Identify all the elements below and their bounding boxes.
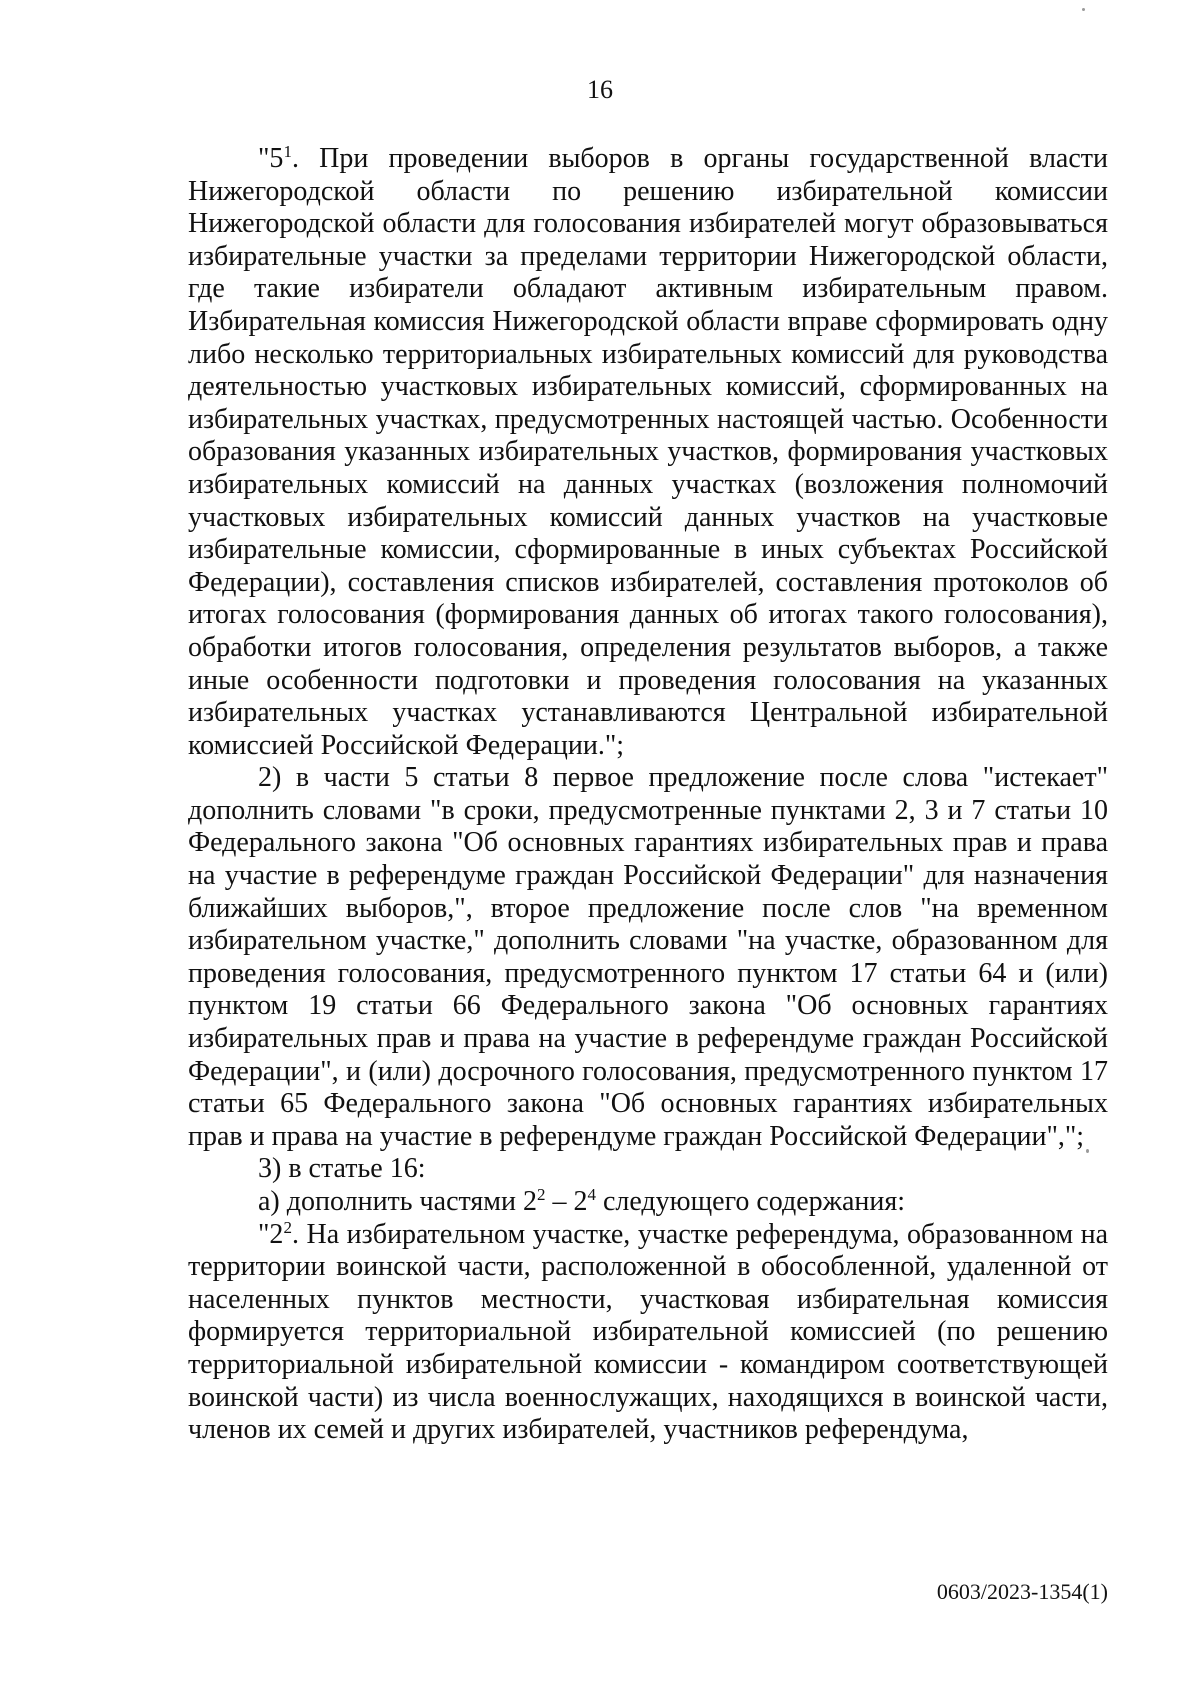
paragraph-text: следующего содержания: bbox=[595, 1186, 906, 1217]
paragraph-lead: "2 bbox=[258, 1218, 284, 1250]
document-body bbox=[188, 143, 1108, 1447]
page-number: 16 bbox=[587, 75, 613, 104]
paragraph-lead: а) дополнить частями 2 bbox=[258, 1186, 537, 1217]
scan-speck bbox=[1082, 8, 1085, 11]
paragraph-text: – 2 bbox=[545, 1186, 588, 1217]
superscript: 1 bbox=[283, 142, 292, 161]
superscript: 4 bbox=[587, 1185, 596, 1204]
superscript: 2 bbox=[283, 1217, 292, 1237]
paragraph-item-3 bbox=[188, 1153, 1108, 1186]
paragraph-item-3a bbox=[188, 1186, 1108, 1219]
paragraph-part-2-2 bbox=[188, 1219, 1108, 1447]
document-code: 0603/2023-1354(1) bbox=[936, 1579, 1108, 1604]
paragraph-part-5-1 bbox=[188, 143, 1108, 762]
superscript: 2 bbox=[536, 1185, 546, 1204]
scan-speck bbox=[1086, 1149, 1089, 1153]
paragraph-lead: "5 bbox=[258, 143, 284, 174]
paragraph-lead: 2) в части 5 статьи 8 первое предложение после слова "истекает" дополнить словами "в сроки, предусмотренные пунктами 2, 3 и 7 статьи 10 Федерального закона "Об основных гарантиях избирательных прав и права на участие в референдуме граждан Российской Федерации" для назначения ближайших выборов,", второе предложение после слов "на временном избирательном участке," дополнить словами "на участке, образованном для проведения голосования, предусмотренного пунктом 17 статьи 64 и (или) пунктом 19 статьи 66 Федерального закона "Об основных гарантиях избирательных прав и права на участие в референдуме граждан Российской Федерации", и (или) досрочного голосования, предусмотренного пунктом 17 статьи 65 Федерального закона "Об основных гарантиях избирательных прав и права на участие в референдуме граждан Российской Федерации","; bbox=[188, 762, 1108, 1152]
paragraph-text: . При проведении выборов в органы государственной власти Нижегородской области по решению избирательной комиссии Нижегородской области для голосования избирателей могут образовываться избирательные участки за пределами территории Нижегородской области, где такие избиратели обладают активным избирательным правом. Избирательная комиссия Нижегородской области вправе сформировать одну либо несколько территориальных избирательных комиссий для руководства деятельностью участковых избирательных комиссий, сформированных на избирательных участках, предусмотренных настоящей частью. Особенности образования указанных избирательных участков, формирования участковых избирательных комиссий на данных участках (возложения полномочий участковых избирательных комиссий данных участков на участковые избирательные комиссии, сформированные в иных субъектах Российской Федерации), составления списков избирателей, составления протоколов об итогах голосования (формирования данных об итогах такого голосования), обработки итогов голосования, определения результатов выборов, а также иные особенности подготовки и проведения голосования на указанных избирательных участках устанавливаются Центральной избирательной комиссией Российской Федерации."; bbox=[188, 143, 1108, 761]
paragraph-lead: 3) в статье 16: bbox=[258, 1153, 426, 1185]
paragraph-item-2 bbox=[188, 762, 1108, 1153]
paragraph-text: . На избирательном участке, участке референдума, образованном на территории воинской части, расположенной в обособленной, удаленной от населенных пунктов местности, участковая избирательная комиссия формируется территориальной избирательной комиссией (по решению территориальной избирательной комиссии - командиром соответствующей воинской части) из числа военнослужащих, находящихся в воинской части, членов их семей и других избирателей, участников референдума, bbox=[188, 1218, 1108, 1446]
